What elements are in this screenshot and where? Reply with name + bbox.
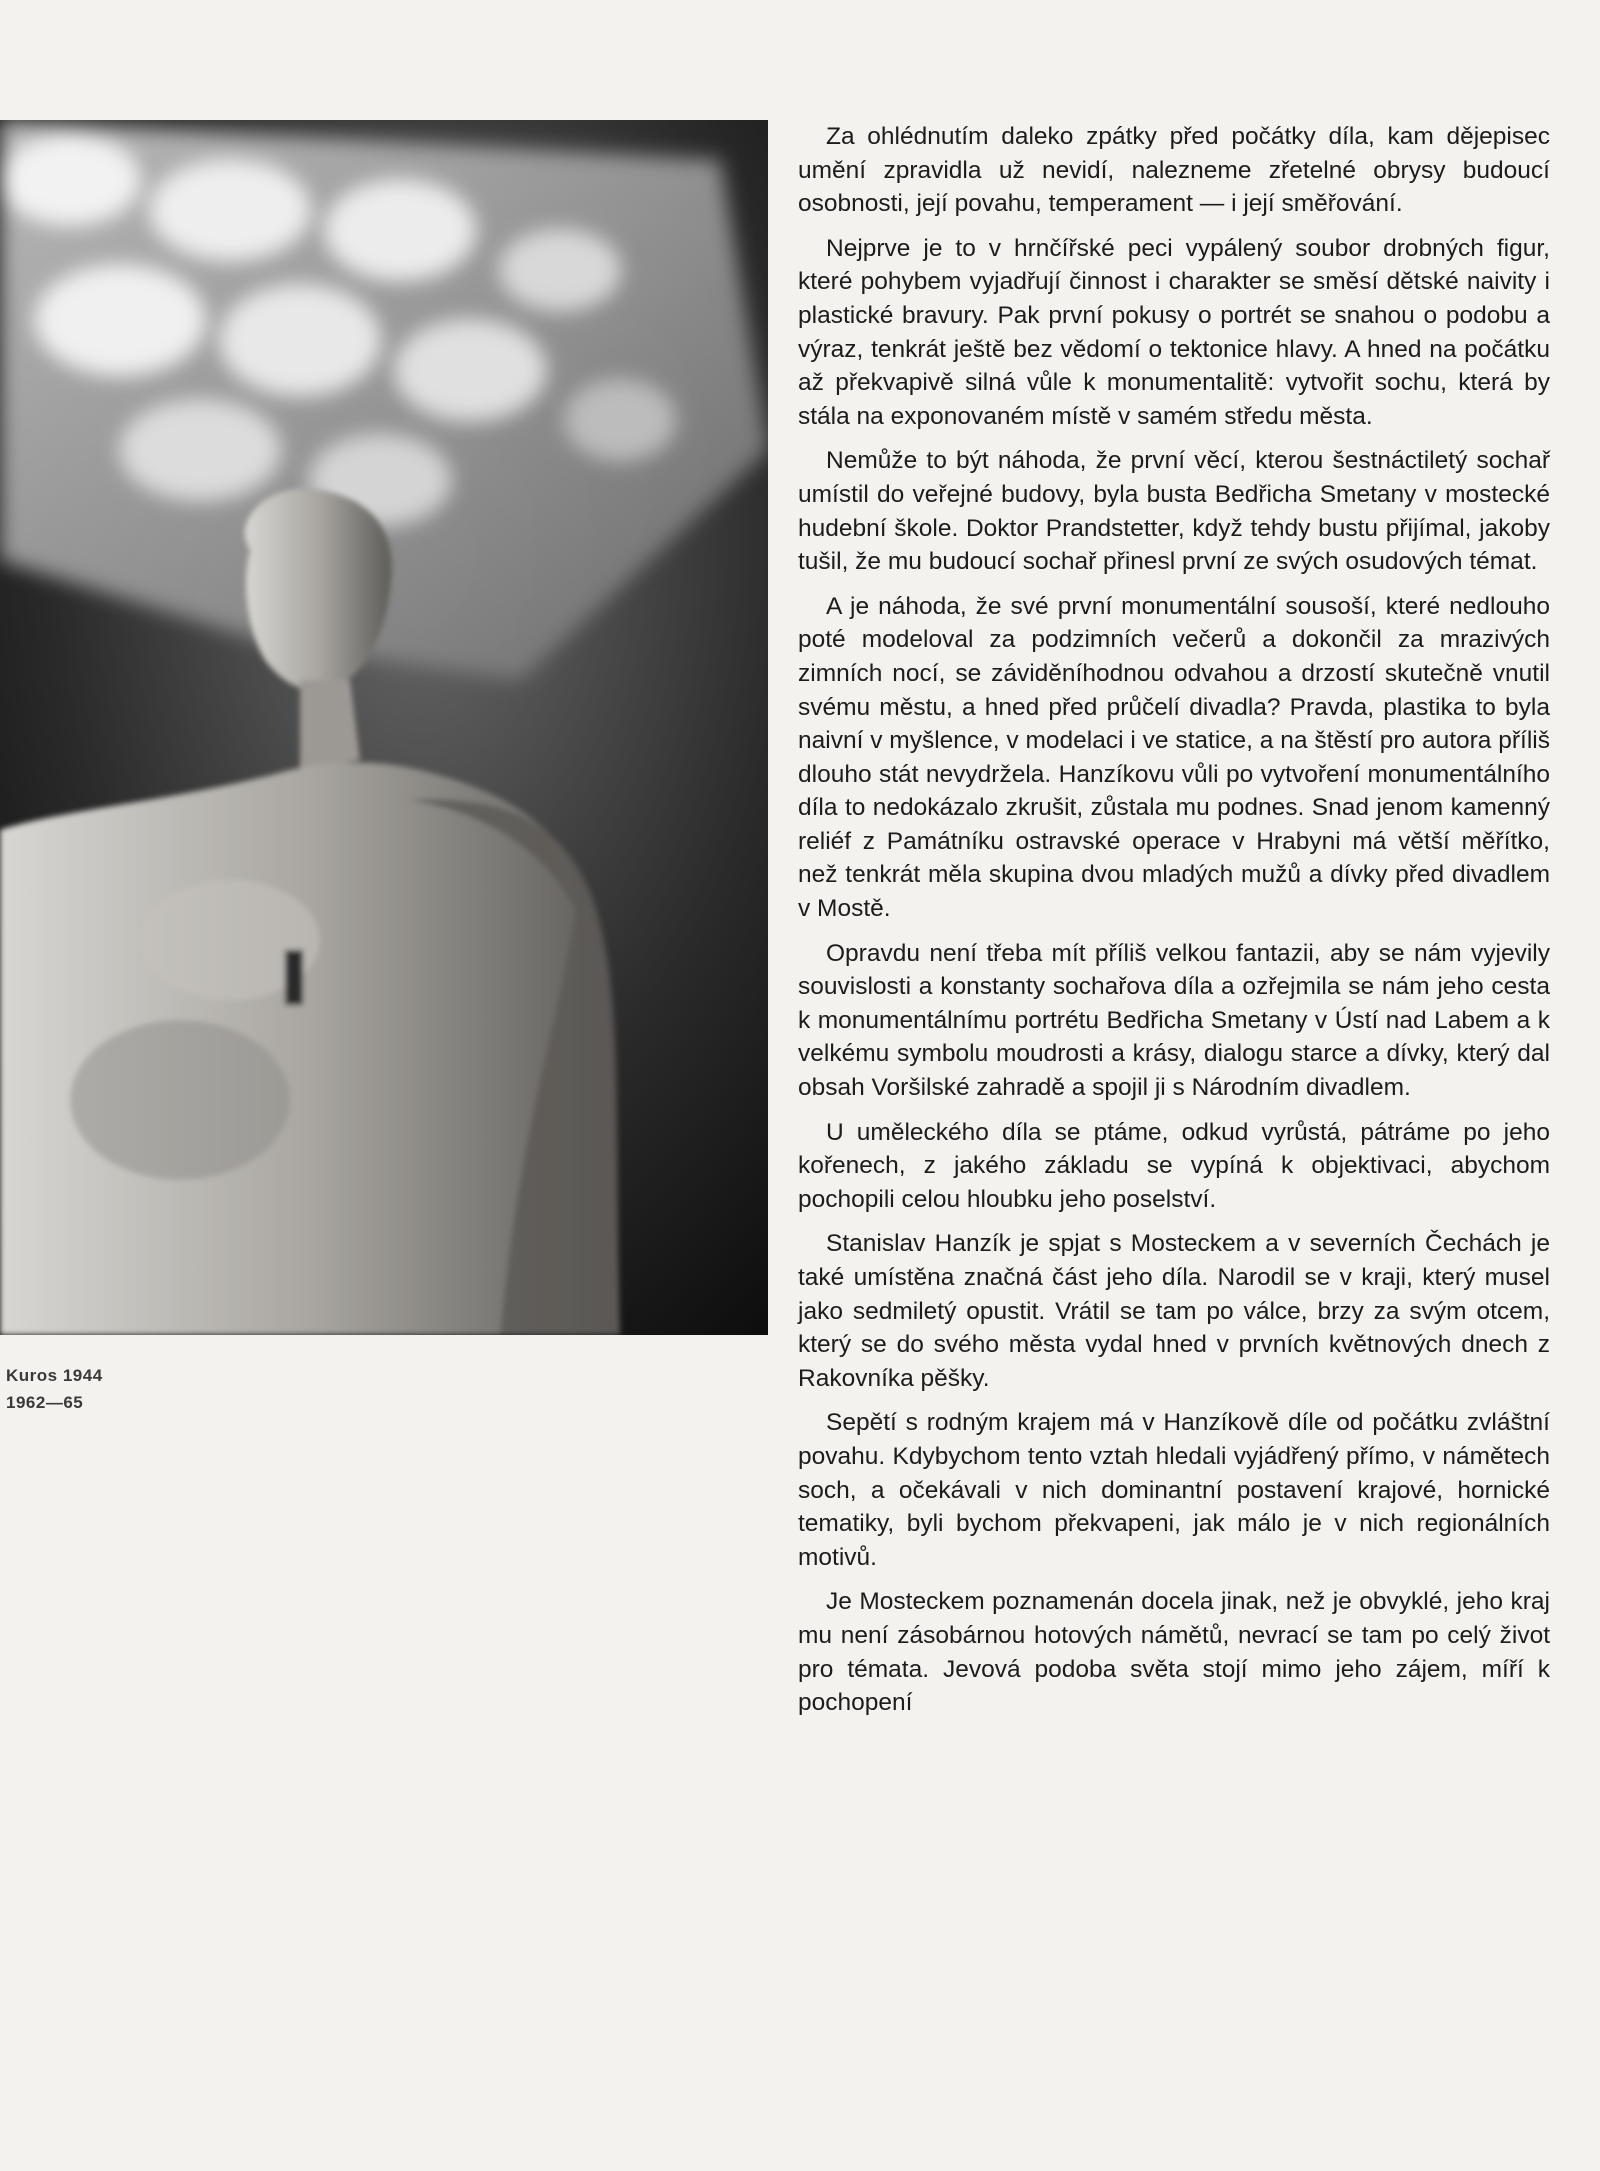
caption-title: Kuros 1944	[6, 1366, 103, 1385]
paragraph: Za ohlédnutím daleko zpátky před počátky díla, kam dějepisec umění zpravidla už nevidí, nalezneme zřetelné obrysy budoucí osobnosti, její povahu, temperament — i její směřování.	[798, 123, 1550, 218]
article-text	[798, 120, 1550, 1731]
paragraph: Nemůže to být náhoda, že první věcí, kterou šestnáctiletý sochař umístil do veřejné budovy, byla busta Bedřicha Smetany v mostecké hudební škole. Doktor Prandstetter, když tehdy bustu přijímal, jakoby tušil, že mu budoucí sochař přinesl první ze svých osudových témat.	[798, 447, 1550, 576]
paragraph: Nejprve je to v hrnčířské peci vypálený soubor drobných figur, které pohybem vyjadřují činnost i charakter se směsí dětské naivity i plastické bravury. Pak první pokusy o portrét se snahou o podobu a výraz, tenkrát ještě bez vědomí o tektonice hlavy. A hned na počátku až překvapivě silná vůle k monumentalitě: vytvořit sochu, která by stála na exponovaném místě v samém středu města.	[798, 234, 1550, 430]
sculpture-photo-image	[0, 120, 768, 1335]
paragraph: Sepětí s rodným krajem má v Hanzíkově díle od počátku zvláštní povahu. Kdybychom tento vztah hledali vyjádřený přímo, v námětech soch, a očekávali v nich dominantní postavení krajové, hornické tematiky, byli bychom překvapeni, jak málo je v nich regionálních motivů.	[798, 1409, 1550, 1571]
paragraph: Opravdu není třeba mít příliš velkou fantazii, aby se nám vyjevily souvislosti a konstanty sochařova díla a ozřejmila se nám jeho cesta k monumentálnímu portrétu Bedřicha Smetany v Ústí nad Labem a k velkému symbolu moudrosti a krásy, dialogu starce a dívky, který dal obsah Voršilské zahradě a spojil ji s Národním divadlem.	[798, 939, 1550, 1102]
paragraph: Je Mosteckem poznamenán docela jinak, než je obvyklé, jeho kraj mu není zásobárnou hotových námětů, nevrací se tam po celý život pro témata. Jevová podoba světa stojí mimo jeho zájem, míří k pochopení	[798, 1588, 1550, 1717]
paragraph: A je náhoda, že své první monumentální sousoší, které nedlouho poté modeloval za podzimních večerů a dokončil za mrazivých zimních nocí, se záviděníhodnou odvahou a drzostí skutečně vnutil svému městu, a hned před průčelí divadla? Pravda, plastika to byla naivní v myšlence, v modelaci i ve statice, a na štěstí pro autora příliš dlouho stát nevydržela. Hanzíkovu vůli po vytvoření monumentálního díla to nedokázalo zkrušit, zůstala mu podnes. Snad jenom kamenný reliéf z Památníku ostravské operace v Hrabyni má větší měřítko, než tenkrát měla skupina dvou mladých mužů a dívky před divadlem v Mostě.	[798, 592, 1550, 923]
caption-years: 1962—65	[6, 1393, 84, 1412]
photo-caption	[6, 1362, 103, 1416]
paragraph: Stanislav Hanzík je spjat s Mosteckem a v severních Čechách je také umístěna značná část jeho díla. Narodil se v kraji, který musel jako sedmiletý opustit. Vrátil se tam po válce, brzy za svým otcem, který se do svého města vydal hned v prvních květnových dnech z Rakovníka pěšky.	[798, 1230, 1550, 1392]
sculpture-photo	[0, 120, 768, 1335]
paragraph: U uměleckého díla se ptáme, odkud vyrůstá, pátráme po jeho kořenech, z jakého základu se vypíná k objektivaci, abychom pochopili celou hloubku jeho poselství.	[798, 1118, 1550, 1213]
